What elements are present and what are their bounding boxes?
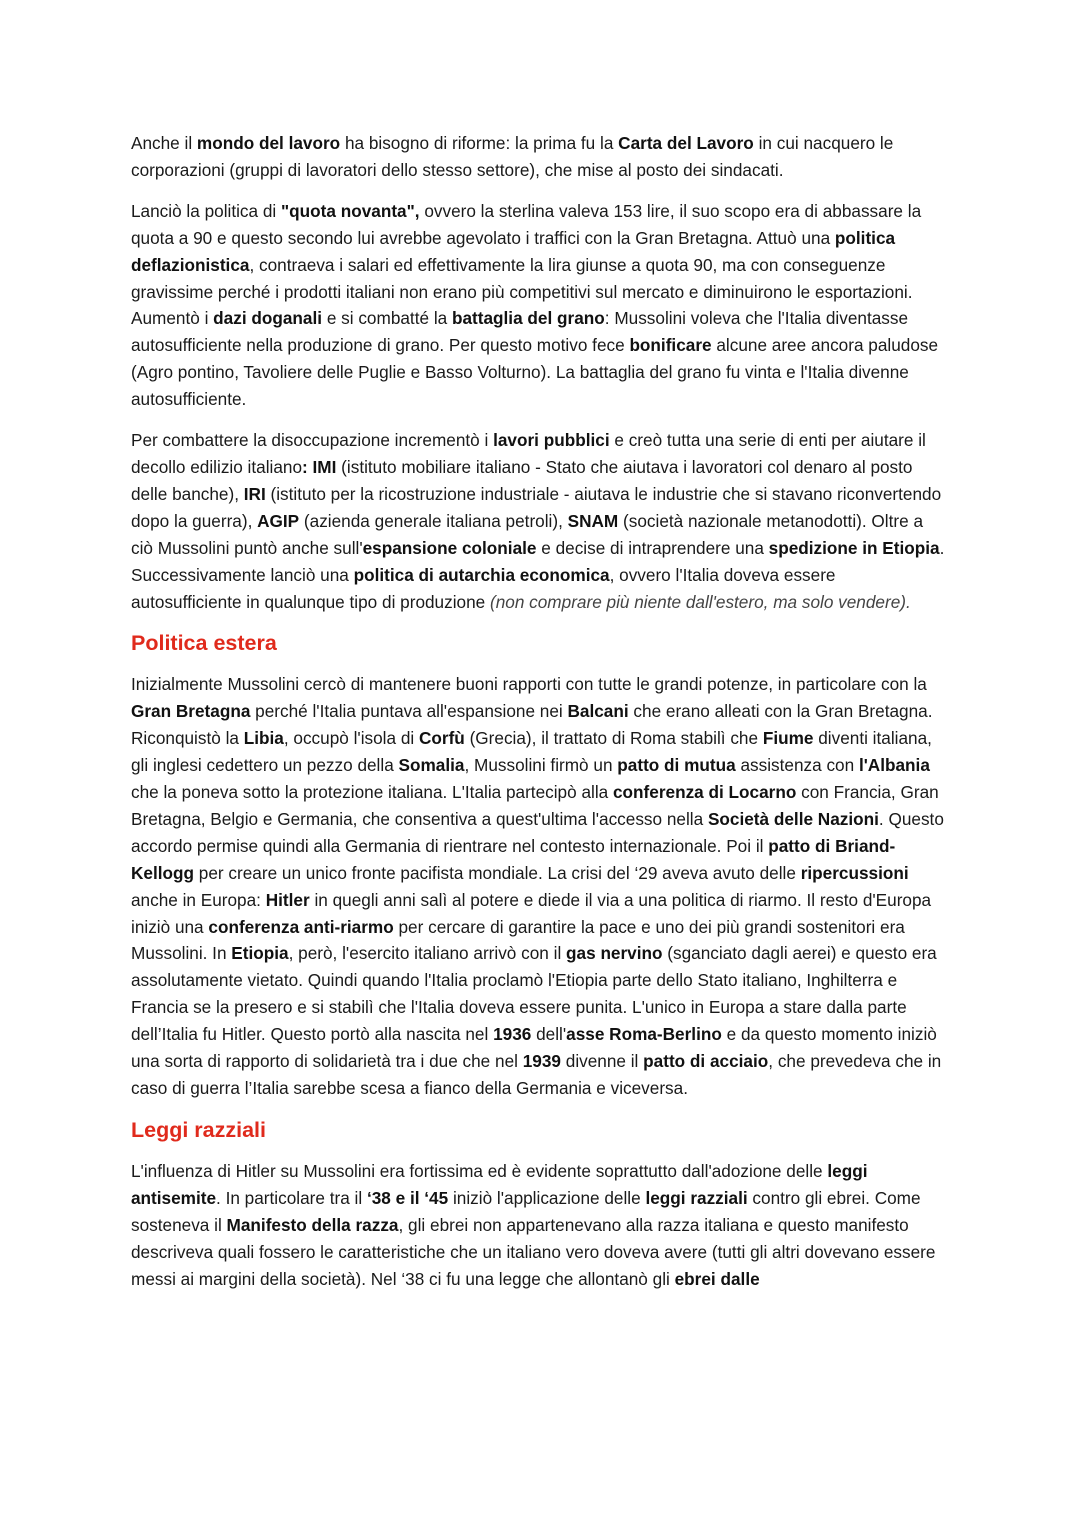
bold-term: Società delle Nazioni	[707, 808, 879, 829]
bold-term: asse Roma-Berlino	[566, 1024, 722, 1045]
text-run: , occupò l'isola di	[283, 728, 419, 749]
text-run: (sganciato dagli aerei) e questo era assolutamente vietato. Quindi quando l'Italia proclamò l'Etiopia parte dello Stato italiano, Inghilterra e Francia se la presero e si stabilì che l'Italia doveva essere punita. L'unico in Europa a stare dalla parte dell’Italia fu Hitler. Questo portò alla nascita nel	[131, 943, 937, 1045]
text-run: (istituto per la ricostruzione industriale - aiutava le industrie che si stavano riconvertendo dopo la guerra),	[131, 483, 942, 531]
bold-term: : IMI	[302, 456, 337, 477]
text-run: , ovvero l'Italia doveva essere autosufficiente in qualunque tipo di produzione	[131, 564, 836, 612]
bold-term: Corfù	[418, 728, 465, 749]
paragraph-quota-novanta	[131, 198, 948, 413]
paragraph-leggi-razziali	[131, 1158, 948, 1293]
text-run: Anche il	[131, 133, 197, 153]
bold-term: Balcani	[567, 701, 629, 722]
text-run: . Questo accordo permise quindi alla Germania di rientrare nel contesto internazionale. Poi il	[131, 808, 944, 856]
bold-term: patto di Briand-Kellogg	[131, 835, 896, 883]
text-run: in quegli anni salì al potere e diede il via a una politica di riarmo. Il resto d'Europa iniziò una	[131, 889, 932, 937]
text-run: Lanciò la politica di	[131, 200, 282, 221]
text-run: che la poneva sotto la protezione italiana. L'Italia partecipò alla	[131, 782, 613, 803]
bold-term: Libia	[243, 728, 284, 749]
bold-term: ebrei dalle	[674, 1268, 760, 1289]
bold-term: battaglia del grano	[451, 308, 605, 329]
paragraph-mondo-del-lavoro	[131, 130, 948, 184]
text-run: anche in Europa:	[131, 889, 266, 910]
bold-term: l'Albania	[858, 755, 930, 776]
bold-term: Fiume	[762, 728, 814, 749]
bold-term: espansione coloniale	[362, 537, 537, 558]
text-run: e da questo momento iniziò una sorta di rapporto di solidarietà tra i due che nel	[131, 1024, 937, 1072]
text-run: , contraeva i salari ed effettivamente la lira giunse a quota 90, ma con conseguenze gravissime perché i prodotti italiani non erano più competitivi sul mercato e diminuirono le esportazioni. Aumentò i	[131, 254, 913, 329]
text-run: che erano alleati con la Gran Bretagna. Riconquistò la	[131, 701, 933, 749]
text-run: , però, l'esercito italiano arrivò con il	[288, 943, 567, 964]
bold-term: "quota novanta",	[281, 200, 420, 221]
heading-politica-estera: Politica estera	[131, 631, 277, 656]
text-run: alcune aree ancora paludose (Agro pontino, Tavoliere delle Puglie e Basso Volturno). La battaglia del grano fu vinta e l'Italia divenne autosufficiente.	[131, 335, 939, 410]
text-run: assistenza con	[735, 755, 859, 776]
text-run: iniziò l'applicazione delle	[448, 1187, 646, 1208]
text-run: : Mussolini voleva che l'Italia diventasse autosufficiente nella produzione di grano. Per questo motivo fece	[131, 308, 909, 356]
text-run: (società nazionale metanodotti). Oltre a ciò Mussolini puntò anche sull'	[131, 510, 924, 558]
text-run: e creò tutta una serie di enti per aiutare il decollo edilizio italiano	[131, 430, 926, 477]
bold-term: Manifesto della razza	[226, 1214, 399, 1235]
text-run: ovvero la sterlina valeva 153 lire, il suo scopo era di abbassare la quota a 90 e questo secondo lui avrebbe agevolato i traffici con la Gran Bretagna. Attuò una	[131, 200, 922, 248]
bold-term: Gran Bretagna	[131, 701, 251, 722]
bold-term: ‘38 e il ‘45	[366, 1187, 449, 1208]
text-run: e decise di intraprendere una	[536, 537, 769, 558]
text-run: divenne il	[560, 1051, 644, 1072]
text-run: Per combattere la disoccupazione incrementò i	[131, 430, 494, 451]
text-run: (istituto mobiliare italiano - Stato che aiutava i lavoratori col denaro al posto delle banche),	[131, 456, 913, 504]
text-run: (azienda generale italiana petroli),	[299, 510, 568, 531]
text-run: Inizialmente Mussolini cercò di mantenere buoni rapporti con tutte le grandi potenze, in particolare con la	[131, 674, 927, 695]
bold-term: Etiopia	[231, 943, 289, 964]
bold-term: Hitler	[265, 889, 310, 910]
bold-term: gas nervino	[566, 943, 663, 964]
bold-term: 1939	[522, 1051, 561, 1072]
bold-term: ripercussioni	[800, 862, 909, 883]
text-run: perché l'Italia puntava all'espansione nei	[250, 701, 568, 722]
text-run: L'influenza di Hitler su Mussolini era fortissima ed è evidente soprattutto dall'adozione delle	[131, 1160, 828, 1181]
paragraph-politica-estera	[131, 671, 948, 1102]
text-run: , Mussolini firmò un	[464, 755, 618, 776]
bold-term: leggi razziali	[645, 1187, 748, 1208]
text-run: in cui nacquero le corporazioni (gruppi di lavoratori dello stesso settore), che mise al posto dei sindacati.	[131, 133, 894, 180]
bold-term: bonificare	[629, 335, 712, 356]
text-run: . In particolare tra il	[216, 1187, 367, 1208]
bold-term: spedizione in Etiopia	[768, 537, 940, 558]
italic-note: (non comprare più niente dall'estero, ma solo vendere).	[489, 591, 911, 612]
bold-term: politica deflazionistica	[131, 227, 896, 275]
text-run: , gli ebrei non appartenevano alla razza italiana e questo manifesto descriveva quali fossero le caratteristiche che un italiano vero doveva avere (tutti gli altri dovevano essere messi ai margini della società). Nel ‘38 ci fu una legge che allontanò gli	[131, 1214, 936, 1289]
bold-term: Carta del Lavoro	[618, 133, 754, 153]
text-run: , che prevedeva che in caso di guerra l’Italia sarebbe scesa a fianco della Germania e viceversa.	[131, 1051, 942, 1098]
bold-term: leggi antisemite	[131, 1160, 868, 1208]
bold-term: patto di mutua	[617, 755, 736, 776]
heading-leggi-razziali: Leggi razziali	[131, 1117, 267, 1142]
bold-term: lavori pubblici	[493, 430, 610, 451]
text-run: per creare un unico fronte pacifista mondiale. La crisi del ‘29 aveva avuto delle	[194, 862, 801, 883]
bold-term: conferenza anti-riarmo	[208, 916, 394, 937]
text-run: . Successivamente lanciò una	[131, 537, 945, 585]
paragraph-lavori-pubblici	[131, 427, 948, 615]
text-run: contro gli ebrei. Come sosteneva il	[131, 1187, 921, 1235]
bold-term: 1936	[493, 1024, 532, 1045]
bold-term: dazi doganali	[213, 308, 323, 329]
bold-term: IRI	[243, 483, 266, 504]
bold-term: SNAM	[567, 510, 619, 531]
text-run: ha bisogno di riforme: la prima fu la	[340, 133, 619, 153]
bold-term: politica di autarchia economica	[353, 564, 610, 585]
bold-term: patto di acciaio	[643, 1051, 769, 1072]
text-run: per cercare di garantire la pace e uno dei più grandi sostenitori era Mussolini. In	[131, 916, 905, 964]
bold-term: AGIP	[257, 510, 300, 531]
bold-term: mondo del lavoro	[196, 133, 341, 153]
text-run: dell'	[531, 1024, 567, 1045]
bold-term: Somalia	[398, 755, 465, 776]
text-run: con Francia, Gran Bretagna, Belgio e Germania, che consentiva a quest'ultima l'accesso nella	[131, 782, 939, 829]
text-run: e si combatté la	[322, 308, 452, 329]
bold-term: conferenza di Locarno	[612, 782, 797, 803]
text-run: (Grecia), il trattato di Roma stabilì che	[464, 728, 763, 749]
text-run: diventi italiana, gli inglesi cedettero un pezzo della	[131, 728, 932, 776]
